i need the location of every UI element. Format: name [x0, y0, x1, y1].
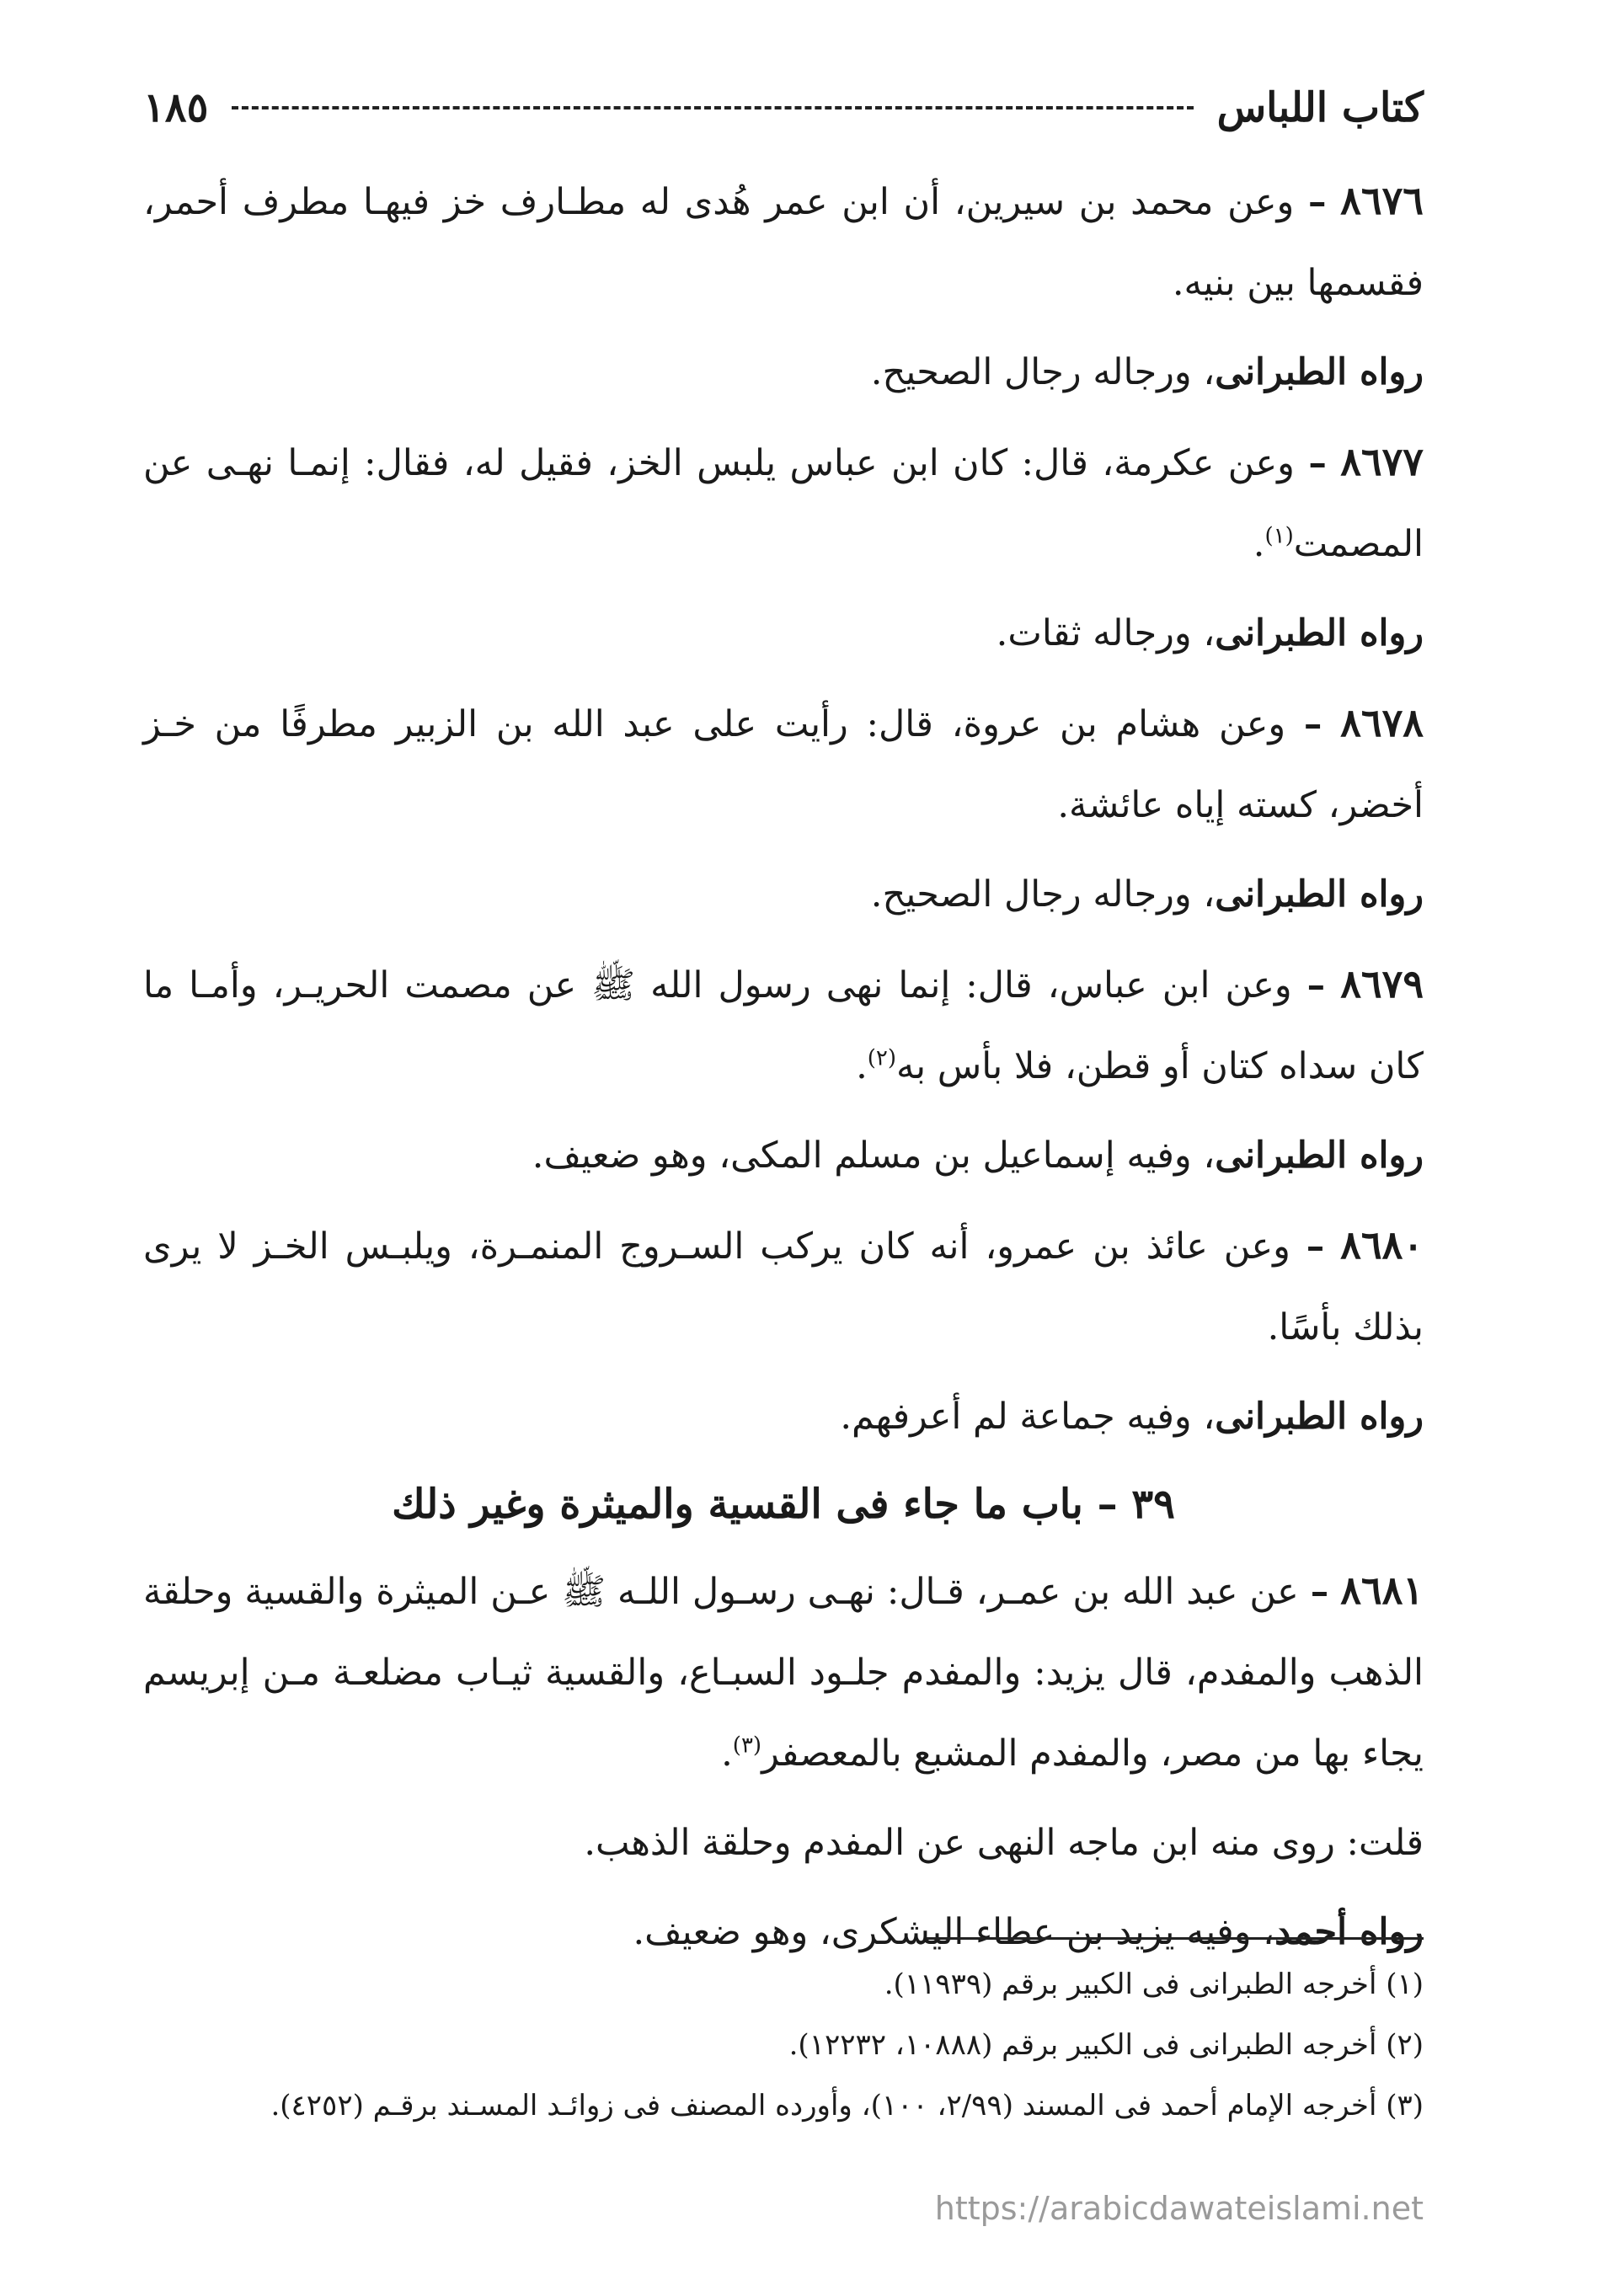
footnote-marker[interactable]: (٣)	[732, 1733, 762, 1759]
footnote-marker[interactable]: (١)	[1264, 523, 1294, 549]
narration-rest: ، ورجاله ثقات.	[996, 612, 1216, 654]
narration-rest: ، وفيه جماعة لم أعرفهم.	[840, 1396, 1216, 1438]
narration-rest: ، ورجاله رجال الصحيح.	[870, 873, 1216, 916]
narration-source: رواه الطبرانى	[1215, 1135, 1424, 1177]
hadith-8678	[143, 682, 1424, 846]
running-header	[143, 74, 1424, 141]
book-title: كتاب اللباس	[1216, 84, 1424, 131]
dash-separator: –	[1310, 1571, 1329, 1613]
narration-line	[143, 593, 1424, 674]
qultu-note: قلت: روى منه ابن ماجه النهى عن المفدم وحلقة الذهب.	[584, 1822, 1424, 1864]
hadith-8676	[143, 160, 1424, 323]
page-number: ١٨٥	[143, 84, 209, 131]
header-dashed-rule	[232, 106, 1193, 109]
hadith-number: ٨٦٧٨	[1340, 700, 1424, 745]
narration-line	[143, 1376, 1424, 1457]
footnote-3: (٣) أخرجه الإمام أحمد فى المسند (٢/٩٩، ١٠٠)، وأورده المصنف فى زوائـد المسـند برقـم (٤٢٥٢).	[270, 2089, 1424, 2122]
dash-separator: –	[1307, 181, 1327, 223]
dash-separator: –	[1306, 1225, 1325, 1268]
dash-separator: –	[1306, 964, 1326, 1007]
hadith-text-end: .	[1253, 523, 1265, 565]
watermark-url: https://arabicdawateislami.net	[934, 2190, 1424, 2227]
hadith-number: ٨٦٨١	[1340, 1567, 1424, 1613]
hadith-text: عن عبد الله بن عمـر، قـال: نهـى رسـول اللـه ﷺ عـن الميثرة والقسية وحلقة الذهب والمفدم، قال يزيد: والمفدم جلـود السبـاع، والقسية ثيـاب مضلعـة مـن إبريسم يجاء بها من مصر، والمفدم المشبع بالمعصفر	[143, 1571, 1424, 1775]
hadith-text-end: .	[856, 1045, 868, 1087]
dash-separator: –	[1303, 703, 1322, 745]
book-page	[143, 0, 1424, 2296]
dash-separator: –	[1308, 442, 1327, 484]
hadith-text: وعن ابن عباس، قال: إنما نهى رسول الله ﷺ عن مصمت الحريـر، وأمـا ما كان سداه كتان أو قطن، فلا بأس به	[143, 964, 1424, 1087]
narration-source: رواه أحمد	[1274, 1911, 1424, 1953]
narration-line	[143, 854, 1424, 935]
hadith-number: ٨٦٧٦	[1340, 178, 1424, 223]
chapter-heading: ٣٩ – باب ما جاء فى القسية والميثرة وغير ذلك	[392, 1481, 1175, 1528]
footnote-1: (١) أخرجه الطبرانى فى الكبير برقم (١١٩٣٩).	[884, 1968, 1424, 2001]
hadith-8677	[143, 421, 1424, 585]
footnote-rule	[927, 1937, 1424, 1940]
hadith-8679	[143, 943, 1424, 1107]
hadith-number: ٨٦٨٠	[1340, 1222, 1424, 1268]
narration-source: رواه الطبرانى	[1215, 873, 1424, 916]
hadith-8681	[143, 1550, 1424, 1794]
hadith-text: وعن محمد بن سيرين، أن ابن عمر هُدى له مطـارف خز فيهـا مطرف أحمر، فقسمها بين بنيه.	[143, 181, 1424, 304]
hadith-number: ٨٦٧٧	[1340, 439, 1424, 484]
narration-line	[143, 332, 1424, 413]
hadith-8680	[143, 1204, 1424, 1368]
narration-rest: ، وفيه إسماعيل بن مسلم المكى، وهو ضعيف.	[532, 1135, 1216, 1177]
footnote-2: (٢) أخرجه الطبرانى فى الكبير برقم (١٠٨٨٨، ١٢٢٣٢).	[788, 2028, 1424, 2062]
footnote-marker[interactable]: (٢)	[867, 1045, 897, 1071]
narration-source: رواه الطبرانى	[1215, 351, 1424, 393]
hadith-text: وعن عائذ بن عمرو، أنه كان يركب السـروج المنمـرة، ويلبـس الخـز لا يرى بذلك بأسًا.	[143, 1225, 1424, 1348]
narration-rest: ، وفيه يزيد بن عطاء اليشكرى، وهو ضعيف.	[633, 1911, 1275, 1953]
hadith-text: وعن هشام بن عروة، قال: رأيت على عبد الله بن الزبير مطرفًا من خـز أخضر، كسته إياه عائشة.	[143, 703, 1424, 826]
narration-line	[143, 1115, 1424, 1196]
main-text	[143, 160, 1424, 1981]
narration-source: رواه الطبرانى	[1215, 612, 1424, 654]
footnotes	[143, 1954, 1424, 2136]
hadith-text: وعن عكرمة، قال: كان ابن عباس يلبس الخز، فقيل له، فقال: إنمـا نهـى عن المصمت	[143, 442, 1424, 565]
narration-rest: ، ورجاله رجال الصحيح.	[870, 351, 1216, 393]
hadith-text-end: .	[721, 1733, 733, 1775]
hadith-number: ٨٦٧٩	[1340, 961, 1424, 1007]
narration-source: رواه الطبرانى	[1215, 1396, 1424, 1438]
